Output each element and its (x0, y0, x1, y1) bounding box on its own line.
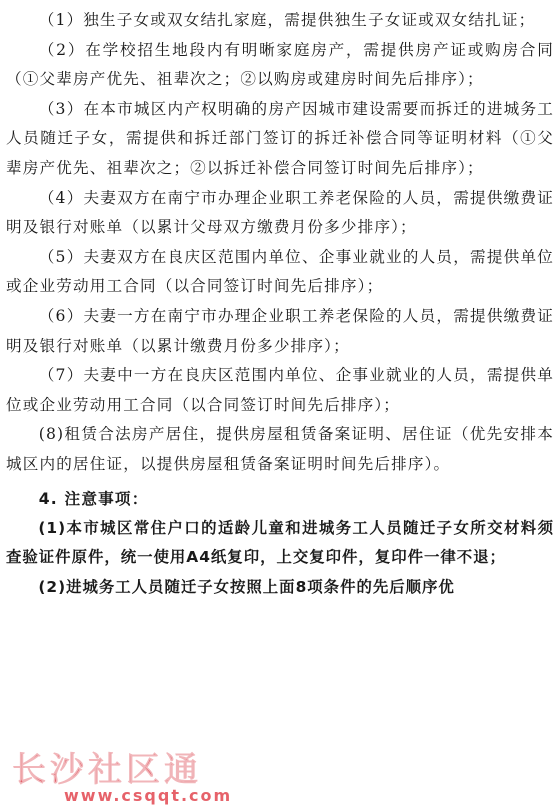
condition-paragraph-4: （4）夫妻双方在南宁市办理企业职工养老保险的人员，需提供缴费证明及银行对账单（以累计父母双方缴费月份多少排序）； (6, 188, 554, 237)
note-paragraph-1: (1)本市城区常住户口的适龄儿童和进城务工人员随迁子女所交材料须查验证件原件，统一使用A4纸复印，上交复印件，复印件一律不退； (6, 518, 554, 567)
section-heading: 4. 注意事项： (38, 489, 149, 508)
condition-paragraph-1: （1）独生子女或双女结扎家庭，需提供独生子女证或双女结扎证； (38, 11, 536, 29)
condition-paragraph-8: (8)租赁合法房产居住，提供房屋租赁备案证明、居住证（优先安排本城区内的居住证，以提供房屋租赁备案证明时间先后排序）。 (6, 425, 554, 473)
condition-paragraph-5: （5）夫妻双方在良庆区范围内单位、企事业就业的人员，需提供单位或企业劳动用工合同（以合同签订时间先后排序）； (6, 247, 554, 296)
condition-paragraph-7: （7）夫妻中一方在良庆区范围内单位、企事业就业的人员，需提供单位或企业劳动用工合同（以合同签订时间先后排序）； (6, 366, 554, 414)
condition-paragraph-6: （6）夫妻一方在南宁市办理企业职工养老保险的人员，需提供缴费证明及银行对账单（以累计缴费月份多少排序）； (6, 306, 554, 355)
watermark-url: www.csqqt.com (64, 786, 233, 805)
watermark-title: 长沙社区通 (12, 750, 202, 790)
note-paragraph-2: (2)进城务工人员随迁子女按照上面8项条件的先后顺序优 (38, 577, 455, 596)
condition-paragraph-3: （3）在本市城区内产权明确的房产因城市建设需要而拆迁的进城务工人员随迁子女，需提供和拆迁部门签订的拆迁补偿合同等证明材料（①父辈房产优先、祖辈次之；②以拆迁补偿合同签订时间先后排序）； (6, 99, 554, 177)
condition-paragraph-2: （2）在学校招生地段内有明晰家庭房产，需提供房产证或购房合同（①父辈房产优先、祖辈次之；②以购房或建房时间先后排序）； (6, 40, 554, 89)
